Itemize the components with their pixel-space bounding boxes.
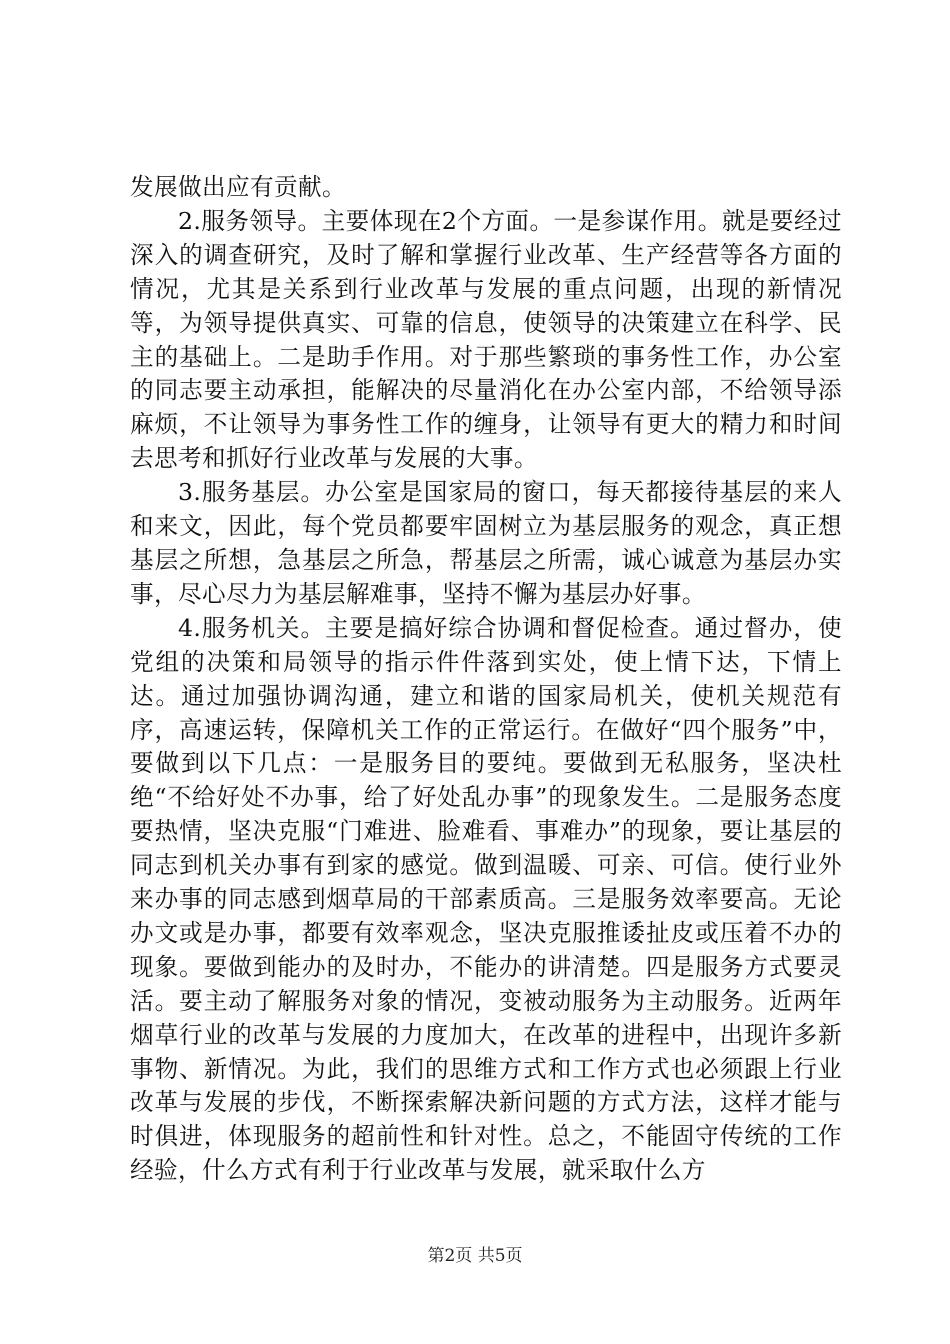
page-number-footer: 第2页 共5页 (427, 1246, 523, 1266)
paragraph-serve-agencies: 4.服务机关。主要是搞好综合协调和督促检查。通过督办，使党组的决策和局领导的指示件件落到实处，使上情下达，下情上达。通过加强协调沟通，建立和谐的国家局机关，使机关规范有序，高速运转，保障机关工作的正常运行。在做好“四个服务”中，要做到以下几点：一是服务目的要纯。要做到无私服务，坚决杜绝“不给好处不办事，给了好处乱办事”的现象发生。二是服务态度要热情，坚决克服“门难进、脸难看、事难办”的现象，要让基层的同志到机关办事有到家的感觉。做到温暖、可亲、可信。使行业外来办事的同志感到烟草局的干部素质高。三是服务效率要高。无论办文或是办事，都要有效率观念，坚决克服推诿扯皮或压着不办的现象。要做到能办的及时办，不能办的讲清楚。四是服务方式要灵活。要主动了解服务对象的情况，变被动服务为主动服务。近两年烟草行业的改革与发展的力度加大，在改革的进程中，出现许多新事物、新情况。为此，我们的思维方式和工作方式也必须跟上行业改革与发展的步伐，不断探索解决新问题的方式方法，这样才能与时俱进，体现服务的超前性和针对性。总之，不能固守传统的工作经验，什么方式有利于行业改革与发展，就采取什么方 (130, 613, 842, 1185)
paragraph-continuation: 发展做出应有贡献。 (130, 173, 346, 201)
paragraph-serve-leaders: 2.服务领导。主要体现在2个方面。一是参谋作用。就是要经过深入的调查研究，及时了解和掌握行业改革、生产经营等各方面的情况，尤其是关系到行业改革与发展的重点问题，出现的新情况等，为领导提供真实、可靠的信息，使领导的决策建立在科学、民主的基础上。二是助手作用。对于那些繁琐的事务性工作，办公室的同志要主动承担，能解决的尽量消化在办公室内部，不给领导添麻烦，不让领导为事务性工作的缠身，让领导有更大的精力和时间去思考和抓好行业改革与发展的大事。 (130, 206, 842, 473)
paragraph-serve-grassroots: 3.服务基层。办公室是国家局的窗口，每天都接待基层的来人和来文，因此，每个党员都要牢固树立为基层服务的观念，真正想基层之所想，急基层之所急，帮基层之所需，诚心诚意为基层办实事，尽心尽力为基层解难事，坚持不懈为基层办好事。 (130, 478, 842, 608)
document-body (130, 171, 842, 1188)
